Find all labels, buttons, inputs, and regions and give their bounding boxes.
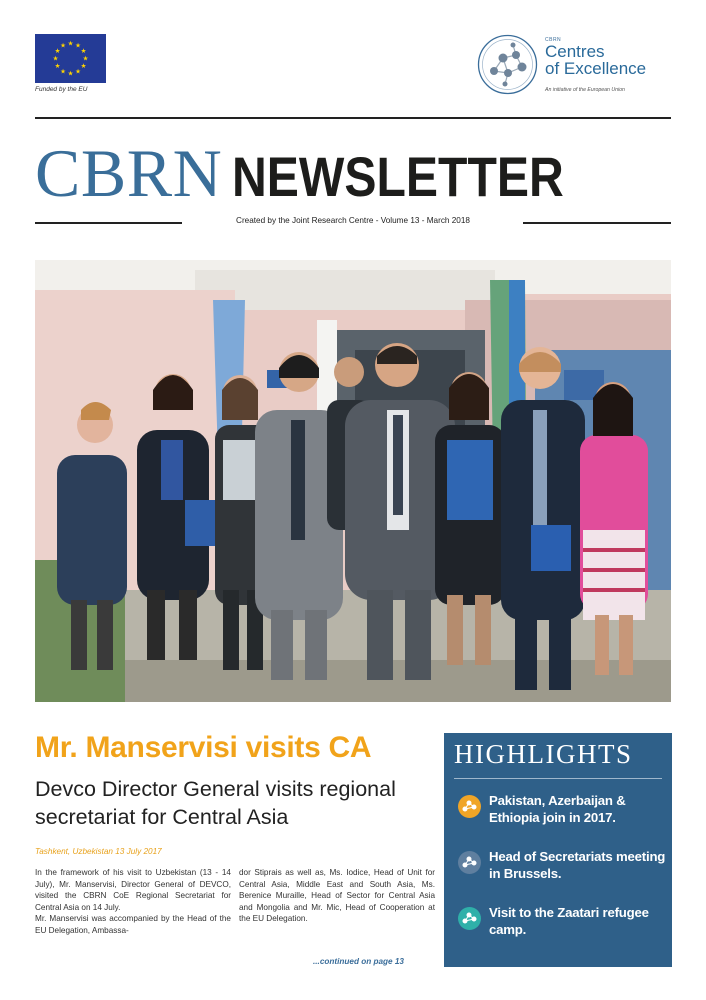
eu-star-icon: ★ (60, 68, 66, 76)
title-newsletter: NEWSLETTER (232, 145, 564, 208)
title-cbrn: CBRN (35, 135, 223, 211)
newsletter-subtitle: Created by the Joint Research Centre - Volume 13 - March 2018 (236, 216, 470, 225)
highlights-divider (454, 778, 662, 779)
eu-star-icon: ★ (67, 70, 74, 78)
highlight-item[interactable] (458, 848, 668, 888)
group-photo (35, 260, 671, 702)
eu-flag-logo (35, 34, 106, 83)
eu-stars-icon (35, 34, 106, 83)
eu-star-icon: ★ (80, 48, 87, 56)
coe-molecule-logo (476, 33, 539, 96)
article-column-2 (239, 867, 435, 925)
coe-logo-cbrn: CBRN (545, 37, 562, 43)
subtitle-rule-right (523, 222, 671, 224)
eu-star-icon: ★ (52, 55, 59, 63)
network-icon (458, 907, 481, 930)
article-headline: Mr. Manservisi visits CA (35, 731, 372, 764)
coe-logo-line2: of Excellence (545, 59, 647, 78)
eu-star-icon: ★ (54, 63, 61, 71)
network-icon (458, 851, 481, 874)
highlight-text: Pakistan, Azerbaijan & Ethiopia join in 2017. (489, 793, 626, 825)
eu-star-icon: ★ (75, 68, 81, 76)
highlights-title: HIGHLIGHTS (454, 739, 633, 769)
article-paragraph: Mr. Manservisi was accompanied by the Head of the EU Delegation, Ambassa- (35, 914, 231, 935)
article-column-1 (35, 867, 231, 937)
highlight-text: Head of Secretariats meeting in Brussels. (489, 849, 666, 881)
eu-star-icon: ★ (75, 42, 81, 50)
coe-logo-title (545, 43, 646, 77)
article-paragraph: In the framework of his visit to Uzbekistan (13 - 14 July), Mr. Manservisi, Director General of DEVCO, visited the CBRN CoE Regional Secretariat for Central Asia on 14 July. (35, 868, 231, 912)
eu-star-icon: ★ (54, 48, 61, 56)
highlight-item[interactable] (458, 792, 668, 832)
continued-link[interactable]: ...continued on page 13 (313, 957, 404, 966)
network-icon (458, 795, 481, 818)
coe-logo-line1: Centres (545, 42, 605, 61)
article-paragraph: dor Stiprais as well as, Ms. Iodice, Head of Unit for Central Asia, Middle East and South Asia, Ms. Berenice Muraille, Head of Sector for Central Asia and Mongolia and Mr. Mic, Head of Cooperation at the EU Delegation. (239, 868, 435, 924)
eu-star-icon: ★ (67, 40, 74, 48)
eu-funding-caption: Funded by the EU (35, 86, 88, 93)
eu-star-icon: ★ (80, 63, 87, 71)
eu-star-icon: ★ (82, 55, 89, 63)
top-divider (35, 117, 671, 119)
highlights-box (444, 733, 672, 967)
article-subheadline: Devco Director General visits regional secretariat for Central Asia (35, 777, 396, 829)
highlight-text: Visit to the Zaatari refugee camp. (489, 905, 649, 937)
subtitle-rule-left (35, 222, 182, 224)
article-dateline: Tashkent, Uzbekistan 13 July 2017 (35, 847, 162, 856)
highlight-item[interactable] (458, 904, 668, 944)
newsletter-title (35, 137, 671, 209)
eu-star-icon: ★ (60, 42, 66, 50)
coe-logo-subtitle: An initiative of the European Union (545, 87, 625, 93)
